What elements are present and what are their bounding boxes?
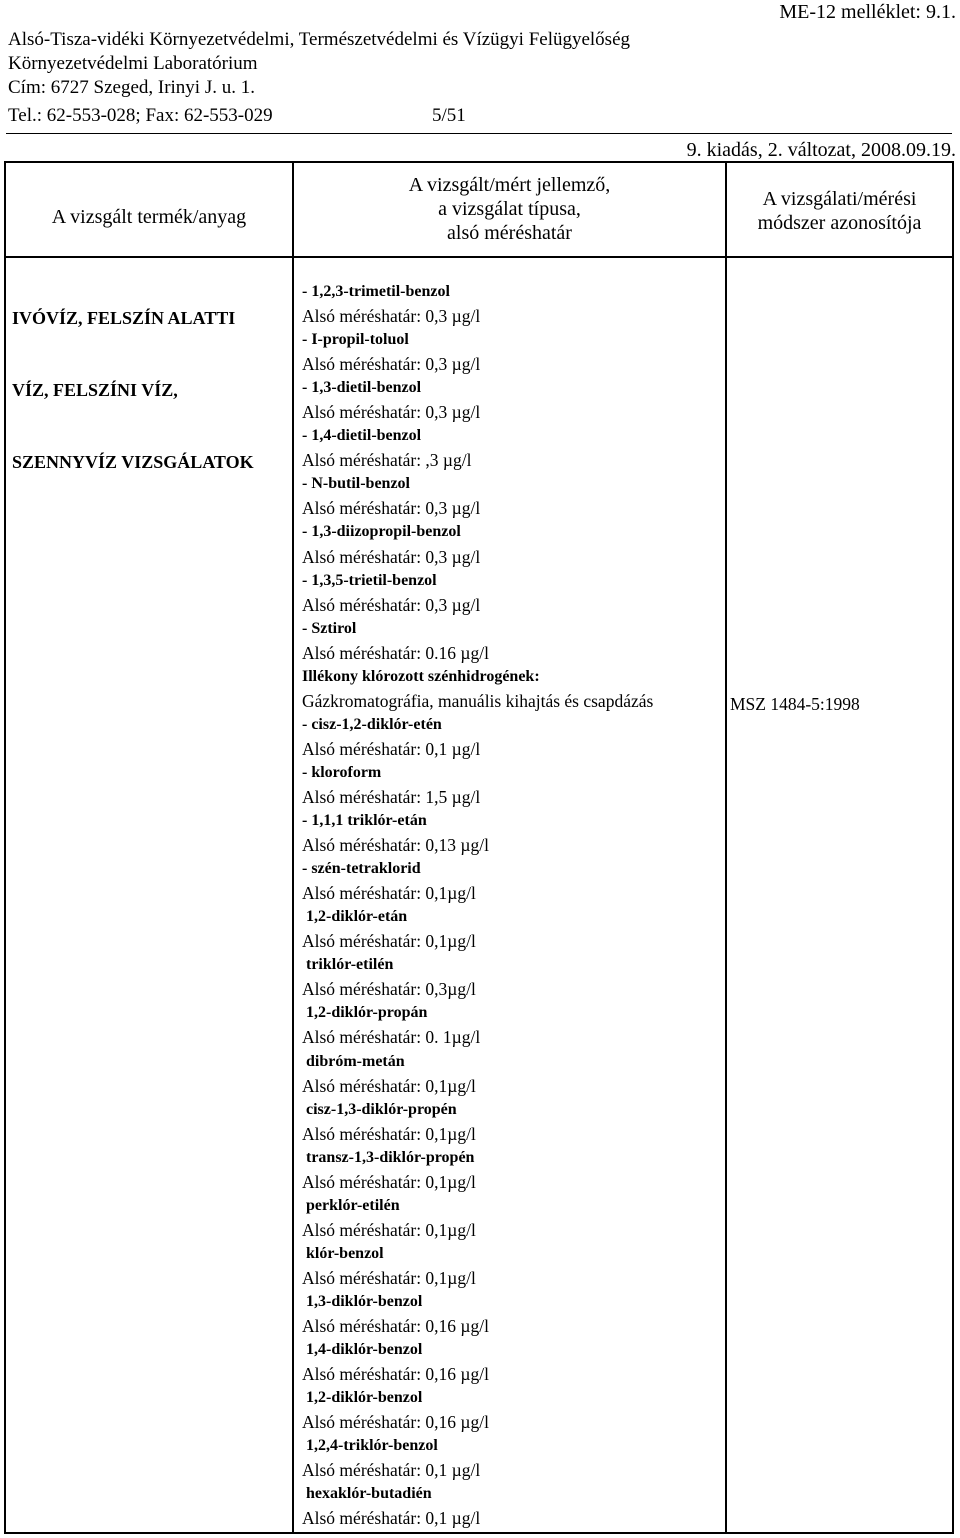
address: Cím: 6727 Szeged, Irinyi J. u. 1. (8, 77, 255, 98)
accreditation-table (4, 161, 954, 1534)
detection-limit: Alsó méréshatár: 0,3 µg/l (302, 546, 481, 567)
detection-limit: Alsó méréshatár: 0,1 µg/l (302, 738, 481, 759)
method-id: MSZ 1484-5:1998 (730, 694, 860, 714)
detection-limit: Alsó méréshatár: 0,1µg/l (302, 1123, 476, 1144)
product-cell: IVÓVÍZ, FELSZÍN ALATTI VÍZ, FELSZÍNI VÍZ, SZENNYVÍZ VIZSGÁLATOK (12, 308, 254, 472)
detection-limit: Alsó méréshatár: 0,13 µg/l (302, 835, 489, 856)
detection-limit: Alsó méréshatár: ,3 µg/l (302, 450, 472, 471)
detection-limit: Alsó méréshatár: 1,5 µg/l (302, 786, 481, 807)
detection-limit: Alsó méréshatár: 0,1 µg/l (302, 1460, 481, 1481)
analyte-name: - N-butil-benzol (302, 475, 410, 493)
analyte-name: - 1,4-dietil-benzol (302, 427, 422, 445)
detection-limit: Alsó méréshatár: 0. 1µg/l (302, 1027, 481, 1048)
detection-limit: Alsó méréshatár: 0,3µg/l (302, 979, 476, 1000)
analyte-name: transz-1,3-diklór-propén (302, 1148, 475, 1166)
detection-limit: Alsó méréshatár: 0,1µg/l (302, 1267, 476, 1288)
detection-limit: Alsó méréshatár: 0.16 µg/l (302, 642, 489, 663)
detection-limit: Alsó méréshatár: 0,3 µg/l (302, 402, 481, 423)
analyte-name: 1,2-diklór-etán (302, 908, 408, 926)
analyte-name: - 1,3-dietil-benzol (302, 379, 422, 397)
analyte-name: dibróm-metán (302, 1052, 405, 1070)
analyte-name: 1,4-diklór-benzol (302, 1341, 423, 1359)
header-characteristic: A vizsgált/mért jellemző, a vizsgálat típusa, alsó méréshatár (408, 174, 611, 244)
analyte-name: - 1,1,1 triklór-etán (302, 812, 427, 830)
detection-limit: Alsó méréshatár: 0,1µg/l (302, 1075, 476, 1096)
organization-name: Alsó-Tisza-vidéki Környezetvédelmi, Természetvédelmi és Vízügyi Felügyelőség (8, 29, 631, 50)
analyte-name: klór-benzol (302, 1244, 384, 1262)
detection-limit: Alsó méréshatár: 0,16 µg/l (302, 1316, 489, 1337)
detection-limit: Alsó méréshatár: 0,3 µg/l (302, 594, 481, 615)
analyte-name: 1,2-diklór-benzol (302, 1389, 423, 1407)
detection-limit: Alsó méréshatár: 0,3 µg/l (302, 354, 481, 375)
detection-limit: Alsó méréshatár: 0,16 µg/l (302, 1412, 489, 1433)
analyte-name: - cisz-1,2-diklór-etén (302, 715, 442, 733)
analyte-name: - I-propil-toluol (302, 331, 409, 349)
analyte-name: - 1,3-diizopropil-benzol (302, 523, 461, 541)
analyte-name: 1,3-diklór-benzol (302, 1292, 423, 1310)
analyte-name: perklór-etilén (302, 1196, 400, 1214)
column-divider (292, 163, 294, 1532)
analyte-name: - kloroform (302, 763, 382, 781)
header-divider (6, 133, 952, 134)
detection-limit: Alsó méréshatár: 0,1µg/l (302, 931, 476, 952)
analyte-name: - Sztirol (302, 619, 357, 637)
header-product: A vizsgált termék/anyag (51, 206, 247, 228)
detection-limit: Alsó méréshatár: 0,1µg/l (302, 1219, 476, 1240)
detection-limit: Alsó méréshatár: 0,3 µg/l (302, 306, 481, 327)
analyte-name: cisz-1,3-diklór-propén (302, 1100, 457, 1118)
detection-limit: Alsó méréshatár: 0,1µg/l (302, 883, 476, 904)
analyte-name: hexaklór-butadién (302, 1485, 432, 1503)
analyte-name: 1,2,4-triklór-benzol (302, 1437, 438, 1455)
characteristics-list (302, 280, 722, 1530)
detection-limit: Alsó méréshatár: 0,16 µg/l (302, 1364, 489, 1385)
laboratory-name: Környezetvédelmi Laboratórium (8, 53, 258, 74)
contact-info: Tel.: 62-553-028; Fax: 62-553-029 (8, 105, 273, 126)
column-divider (725, 163, 727, 1532)
analyte-name: 1,2-diklór-propán (302, 1004, 428, 1022)
detection-limit: Alsó méréshatár: 0,3 µg/l (302, 498, 481, 519)
page-number: 5/51 (432, 105, 466, 126)
header-method: A vizsgálati/mérési módszer azonosítója (757, 188, 922, 234)
detection-limit: Alsó méréshatár: 0,1µg/l (302, 1171, 476, 1192)
analyte-name: - szén-tetraklorid (302, 860, 421, 878)
analyte-name: Illékony klórozott szénhidrogének: (302, 667, 540, 685)
detection-limit: Gázkromatográfia, manuális kihajtás és csapdázás (302, 690, 654, 711)
detection-limit: Alsó méréshatár: 0,1 µg/l (302, 1508, 481, 1529)
analyte-name: - 1,3,5-trietil-benzol (302, 571, 437, 589)
analyte-name: triklór-etilén (302, 956, 394, 974)
analyte-name: - 1,2,3-trimetil-benzol (302, 283, 450, 300)
annex-label: ME-12 melléklet: 9.1. (779, 1, 956, 23)
issue-version: 9. kiadás, 2. változat, 2008.09.19. (686, 139, 956, 161)
